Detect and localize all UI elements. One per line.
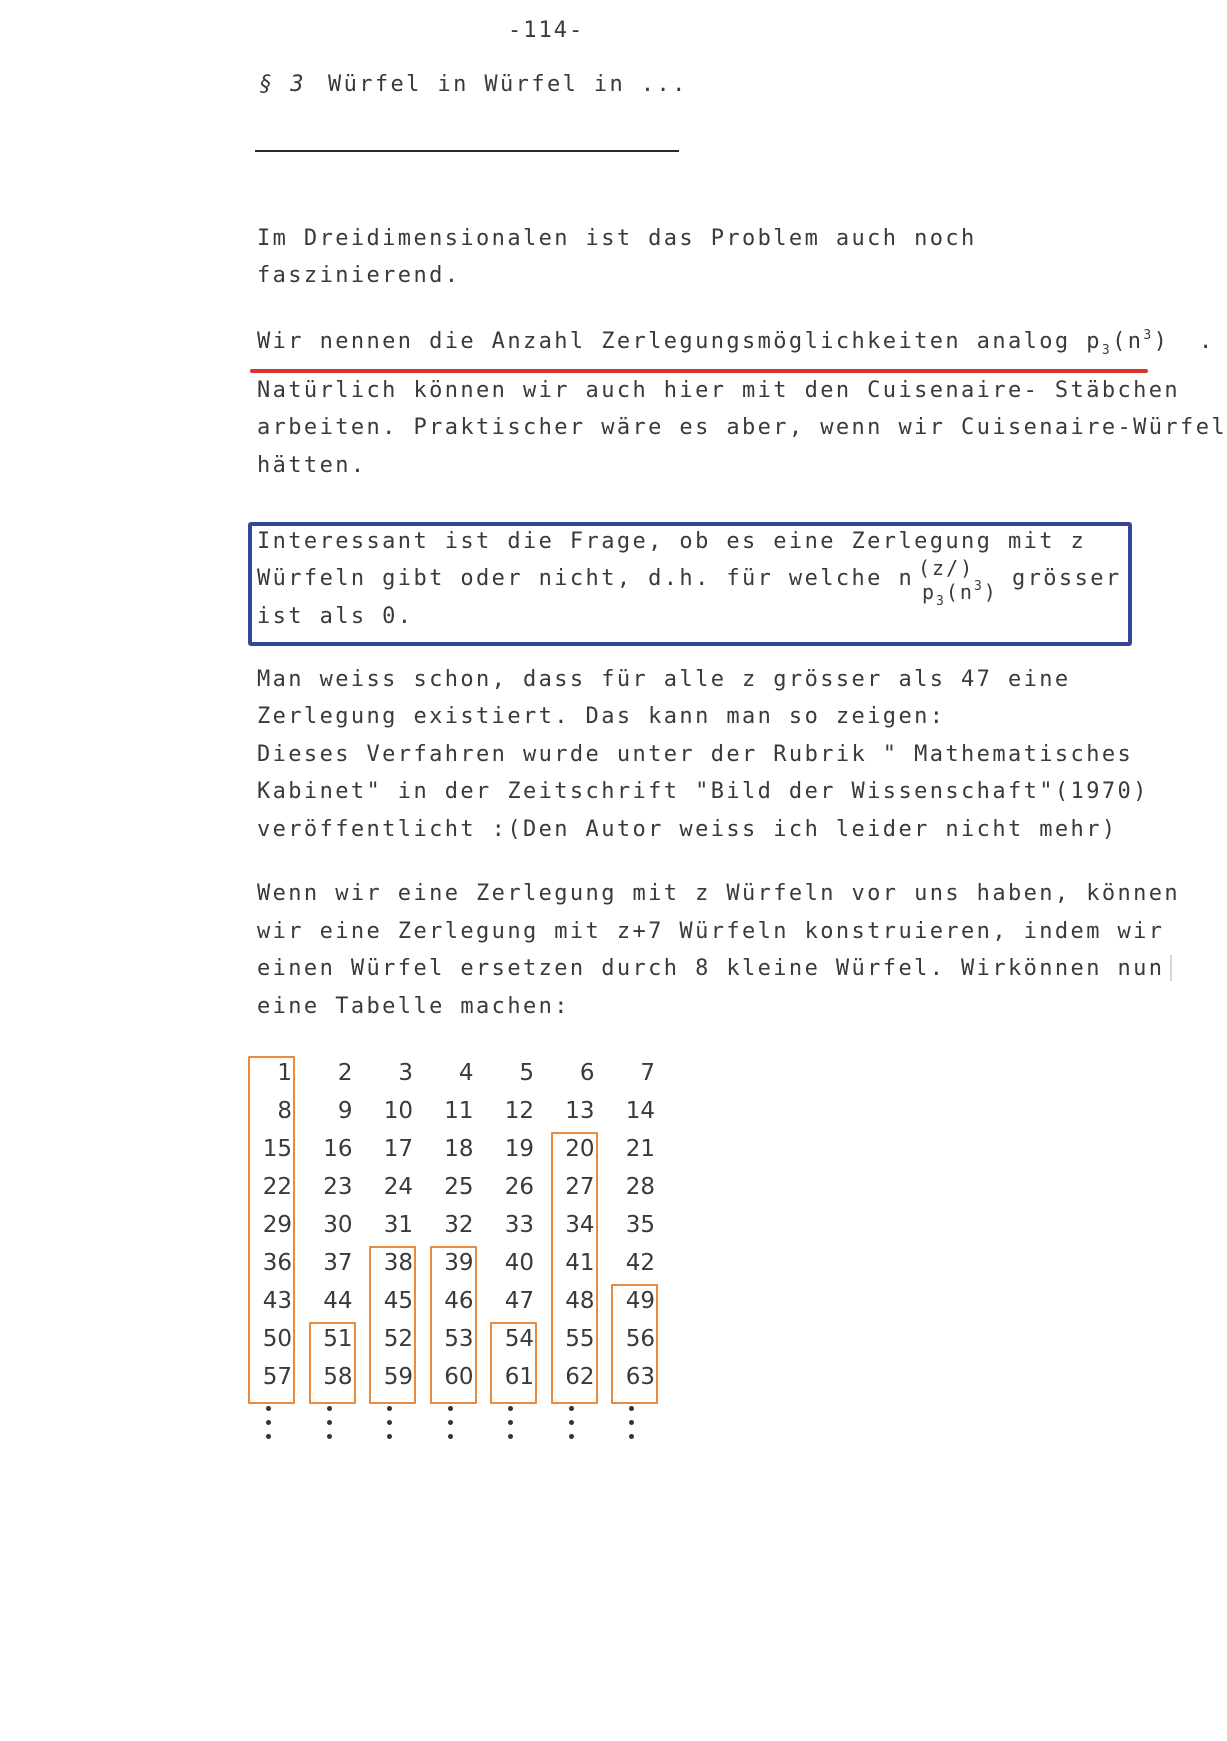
table-cell: 17 [383,1136,413,1162]
table-cell: 21 [625,1136,655,1162]
table-cell: 54 [504,1326,534,1352]
orange-column-mark [309,1322,356,1404]
table-cell: 50 [262,1326,292,1352]
box-p-symbol: p [922,580,937,604]
paragraph-3-line-2: arbeiten. Praktischer wäre es aber, wenn wir Cuisenaire-Würfel [257,415,1227,440]
p-symbol: p [1086,329,1102,354]
paragraph-3-line-1: Natürlich können wir auch hier mit den Cuisenaire- Stäbchen [257,378,1181,403]
continuation-dots [327,1406,333,1448]
table-cell: 29 [262,1212,292,1238]
table-cell: 37 [323,1250,353,1276]
table-cell: 49 [625,1288,655,1314]
table-cell: 33 [504,1212,534,1238]
table-cell: 47 [504,1288,534,1314]
heading-underline [255,150,679,152]
table-cell: 39 [444,1250,474,1276]
continuation-dots [629,1406,635,1448]
table-cell: 5 [519,1060,534,1086]
table-cell: 61 [504,1364,534,1390]
table-cell: 42 [625,1250,655,1276]
table-cell: 9 [337,1098,353,1124]
section-heading [259,72,688,97]
box-p3-function [922,579,998,609]
table-cell: 35 [625,1212,655,1238]
table-cell: 53 [444,1326,474,1352]
orange-column-mark [490,1322,537,1404]
box-p-close-paren: ) [983,580,998,604]
table-cell: 15 [262,1136,292,1162]
table-cell: 62 [565,1364,595,1390]
table-cell: 57 [262,1364,292,1390]
p-close-paren: ) [1153,329,1170,354]
table-cell: 28 [625,1174,655,1200]
continuation-dots [508,1406,514,1448]
table-cell: 18 [444,1136,474,1162]
orange-column-mark [369,1246,416,1404]
continuation-dots [266,1406,272,1448]
continuation-dots [448,1406,454,1448]
box-z-annotation: (z/) [918,556,975,580]
table-cell: 34 [565,1212,595,1238]
table-cell: 25 [444,1174,474,1200]
table-cell: 19 [504,1136,534,1162]
paragraph-4-line-1: Man weiss schon, dass für alle z grösser als 47 eine [257,667,1071,692]
table-cell: 32 [444,1212,474,1238]
table-cell: 1 [277,1060,292,1086]
paragraph-5-line-2: wir eine Zerlegung mit z+7 Würfeln konstruieren, indem wir [257,919,1165,944]
p3-function [1086,328,1170,358]
table-cell: 24 [383,1174,413,1200]
orange-column-mark [611,1284,658,1404]
paragraph-3-line-3: hätten. [257,453,367,478]
orange-column-mark [551,1132,598,1404]
paragraph-5-line-1: Wenn wir eine Zerlegung mit z Würfeln vor uns haben, können [257,881,1181,906]
box-line-2-end: grösser [1012,566,1122,591]
paragraph-5-line-4: eine Tabelle machen: [257,994,570,1019]
paragraph-2 [257,328,1215,358]
table-cell: 20 [565,1136,595,1162]
section-number: § 3 [259,72,306,97]
table-cell: 27 [565,1174,595,1200]
table-cell: 3 [398,1060,413,1086]
p-subscript: 3 [1101,343,1113,358]
table-cell: 36 [262,1250,292,1276]
continuation-dots [569,1406,575,1448]
table-cell: 44 [323,1288,353,1314]
paragraph-1-line-2: faszinierend. [257,263,461,288]
table-cell: 38 [383,1250,413,1276]
n-superscript: 3 [1143,328,1154,343]
page-number: -114- [508,18,585,43]
table-cell: 52 [383,1326,413,1352]
table-cell: 10 [383,1098,413,1124]
red-underline-mark [250,369,1148,373]
table-cell: 40 [504,1250,534,1276]
box-line-2-text: Würfeln gibt oder nicht, d.h. für welche n [257,566,915,591]
table-cell: 26 [504,1174,534,1200]
paragraph-2-period: . [1198,329,1215,354]
table-cell: 4 [458,1060,474,1086]
table-cell: 13 [565,1098,595,1124]
table-cell: 16 [323,1136,353,1162]
table-cell: 58 [323,1364,353,1390]
paragraph-5-line-3: einen Würfel ersetzen durch 8 kleine Würfel. Wirkönnen nun [257,956,1165,981]
table-cell: 55 [565,1326,595,1352]
table-cell: 43 [262,1288,292,1314]
p-argument: (n [1112,329,1144,354]
paragraph-4-line-5: veröffentlicht :(Den Autor weiss ich leider nicht mehr) [257,817,1118,842]
table-cell: 48 [565,1288,595,1314]
box-line-2 [257,566,914,591]
continuation-dots [387,1406,393,1448]
box-line-1: Interessant ist die Frage, ob es eine Zerlegung mit z [257,529,1087,554]
table-cell: 11 [444,1098,474,1124]
table-cell: 8 [277,1098,292,1124]
section-title: Würfel in Würfel in ... [327,72,688,97]
table-cell: 6 [579,1060,595,1086]
box-p-argument: (n [945,580,974,604]
table-cell: 59 [383,1364,413,1390]
table-cell: 60 [444,1364,474,1390]
table-cell: 56 [625,1326,655,1352]
orange-column-mark [430,1246,477,1404]
paragraph-2-text: Wir nennen die Anzahl Zerlegungsmöglichkeiten analog [257,329,1071,354]
table-cell: 51 [323,1326,353,1352]
box-n-superscript: 3 [973,579,984,594]
orange-column-mark [248,1056,295,1404]
margin-mark [1170,955,1172,981]
box-p-subscript: 3 [936,594,946,609]
box-line-3: ist als 0. [257,604,414,629]
table-cell: 45 [383,1288,413,1314]
table-cell: 2 [337,1060,353,1086]
paragraph-4-line-3: Dieses Verfahren wurde unter der Rubrik " Mathematisches [257,742,1134,767]
table-cell: 31 [383,1212,413,1238]
paragraph-4-line-4: Kabinet" in der Zeitschrift "Bild der Wissenschaft"(1970) [257,779,1149,804]
table-cell: 41 [565,1250,595,1276]
table-cell: 12 [504,1098,534,1124]
paragraph-4-line-2: Zerlegung existiert. Das kann man so zeigen: [257,704,946,729]
table-cell: 7 [640,1060,655,1086]
table-cell: 23 [323,1174,353,1200]
table-cell: 14 [625,1098,655,1124]
table-cell: 63 [625,1364,655,1390]
table-cell: 22 [262,1174,292,1200]
number-table [252,1060,672,1460]
table-cell: 46 [444,1288,474,1314]
paragraph-1-line-1: Im Dreidimensionalen ist das Problem auch noch [257,226,977,251]
table-cell: 30 [323,1212,353,1238]
